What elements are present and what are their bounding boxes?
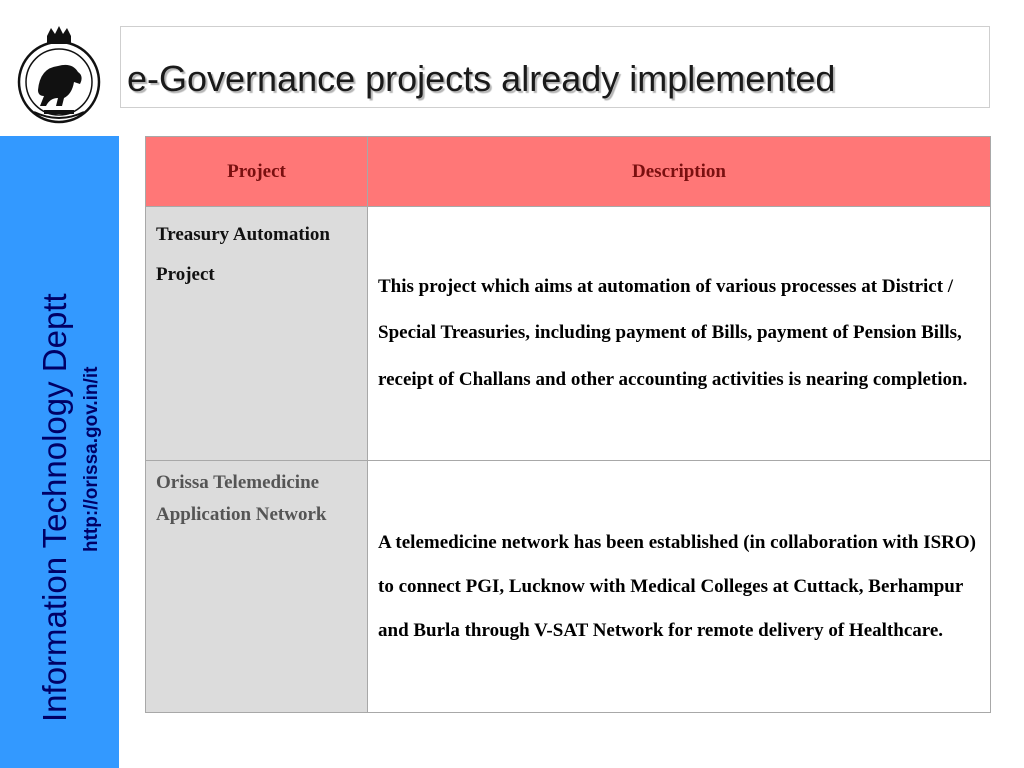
- table-header-row: [146, 137, 991, 207]
- description-cell: This project which aims at automation of various processes at District / Special Treasuries, including payment of Bills, payment of Pension Bills, receipt of Challans and other accounting activities is nearing completion.: [368, 207, 991, 461]
- table-row: [146, 461, 991, 713]
- department-name: Information Technology Deptt: [36, 293, 73, 722]
- description-cell: A telemedicine network has been established (in collaboration with ISRO) to connect PGI, Lucknow with Medical Colleges at Cuttack, Berhampur and Burla through V-SAT Network for remote delivery of Healthcare.: [368, 461, 991, 713]
- state-emblem-icon: [14, 24, 104, 130]
- department-url: http://orissa.gov.in/it: [81, 366, 102, 552]
- project-cell: Orissa Telemedicine Application Network: [146, 461, 368, 713]
- column-header-description: Description: [368, 137, 991, 207]
- project-cell: Treasury Automation Project: [146, 207, 368, 461]
- page-title: e-Governance projects already implemented: [127, 58, 836, 99]
- column-header-project: Project: [146, 137, 368, 207]
- projects-table: [145, 136, 991, 713]
- table-row: [146, 207, 991, 461]
- title-box: [120, 26, 990, 108]
